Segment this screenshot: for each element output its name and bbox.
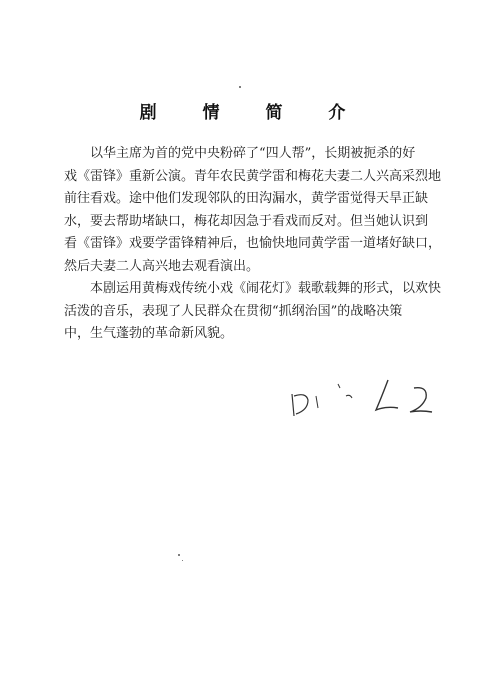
paragraph-1 (64, 143, 442, 278)
paragraph-line: 戏《雷锋》重新公演。青年农民黄学雷和梅花夫妻二人兴高采烈地 (64, 168, 442, 184)
paragraph-line: 前往看戏。途中他们发现邻队的田沟漏水，黄学雷觉得天旱正缺 (64, 191, 429, 206)
synopsis-body (64, 143, 442, 346)
paragraph-line: 本剧运用黄梅戏传统小戏《闹花灯》载歌载舞的形式，以欢快 (90, 281, 442, 296)
paragraph-line: 然后夫妻二人高兴地去观看演出。 (64, 258, 260, 274)
paragraph-2 (64, 278, 442, 346)
scan-speck (182, 560, 183, 561)
handwritten-signature-mark (286, 366, 446, 426)
paragraph-line: 中，生气蓬勃的革命新风貌。 (64, 326, 234, 341)
paragraph-line: 看《雷锋》戏要学雷锋精神后，也愉快地同黄学雷一道堵好缺口， (64, 236, 442, 251)
paragraph-line: 以华主席为首的党中央粉碎了“四人帮”，长期被扼杀的好 (90, 146, 416, 161)
page-title: 剧 情 简 介 (139, 103, 366, 123)
scan-speck (239, 86, 241, 88)
paragraph-line: 活泼的音乐，表现了人民群众在贯彻“抓纲治国”的战略决策 (64, 303, 403, 319)
paragraph-line: 水，要去帮助堵缺口，梅花却因急于看戏而反对。但当她认识到 (64, 213, 429, 229)
scan-speck (178, 554, 180, 556)
